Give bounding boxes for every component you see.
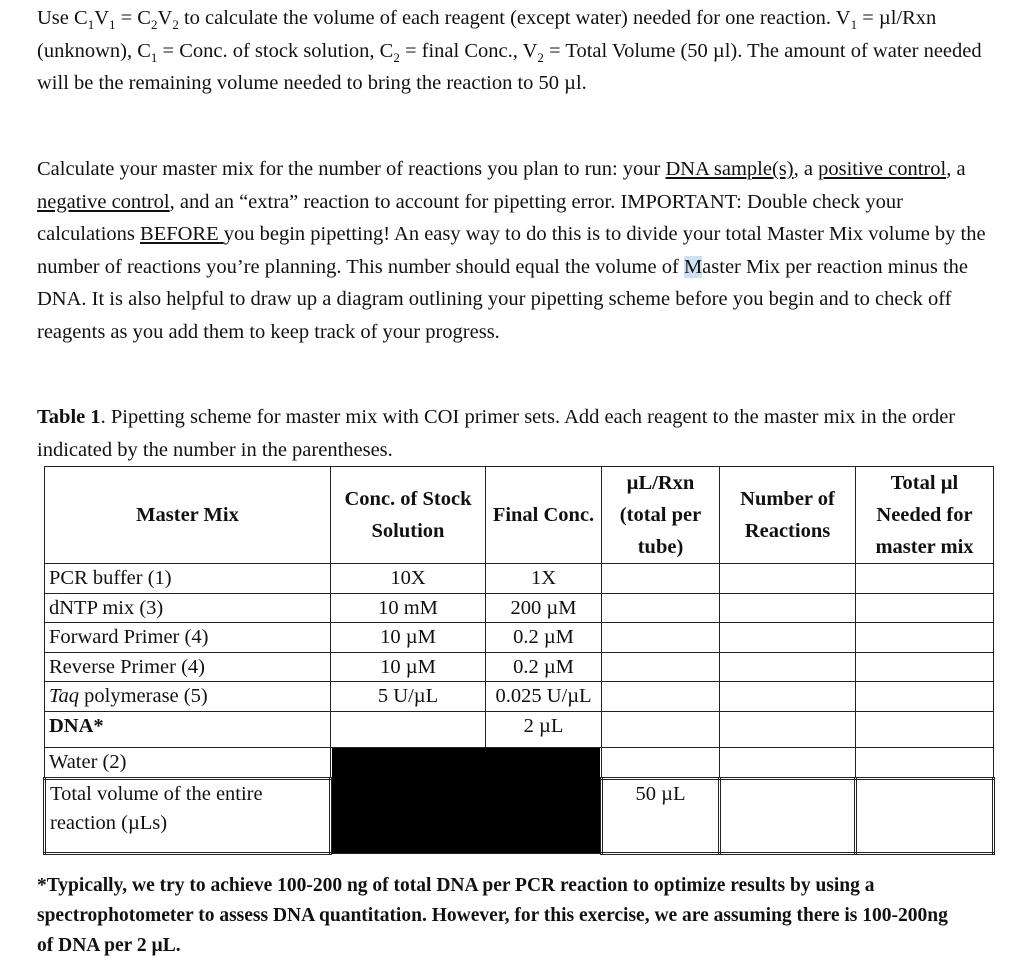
para2-text: , a bbox=[793, 158, 819, 180]
reagent-name bbox=[45, 682, 331, 712]
instructions-paragraph bbox=[37, 2, 987, 100]
reagent-name-rest: polymerase (5) bbox=[79, 685, 208, 707]
final-conc: 0.025 U/µL bbox=[486, 682, 602, 712]
blacked-out-cell bbox=[331, 747, 602, 853]
subscript: 2 bbox=[393, 49, 400, 65]
ul-rxn-cell[interactable] bbox=[602, 623, 720, 653]
ul-rxn-cell[interactable] bbox=[602, 682, 720, 712]
stock-conc: 10 mM bbox=[331, 593, 486, 623]
header-ul-rxn: µL/Rxn (total per tube) bbox=[602, 467, 720, 564]
num-reactions-cell[interactable] bbox=[720, 747, 856, 778]
header-num-reactions: Number of Reactions bbox=[720, 467, 856, 564]
ul-rxn-cell[interactable] bbox=[602, 652, 720, 682]
table-row bbox=[45, 652, 994, 682]
ul-rxn-cell[interactable] bbox=[602, 711, 720, 747]
highlighted-letter: M bbox=[683, 255, 703, 278]
table-caption bbox=[37, 401, 987, 466]
table-row bbox=[45, 593, 994, 623]
total-ul-rxn: 50 µL bbox=[602, 778, 720, 853]
stock-conc: 5 U/µL bbox=[331, 682, 486, 712]
num-reactions-cell[interactable] bbox=[720, 652, 856, 682]
reagent-name: Forward Primer (4) bbox=[45, 623, 331, 653]
total-ul-cell[interactable] bbox=[856, 593, 994, 623]
master-mix-paragraph bbox=[37, 153, 987, 348]
table-header-row bbox=[45, 467, 994, 564]
final-conc: 0.2 µM bbox=[486, 623, 602, 653]
subscript: 1 bbox=[150, 49, 158, 65]
para1-text: = µl/Rxn (unknown), C bbox=[37, 7, 937, 62]
para1-text: = Conc. of stock solution, C bbox=[157, 39, 394, 62]
underlined-negative-control: negative control bbox=[37, 190, 170, 213]
para1-text: = C bbox=[115, 7, 151, 29]
final-conc: 1X bbox=[486, 564, 602, 594]
total-ul-cell[interactable] bbox=[856, 564, 994, 594]
header-conc-stock: Conc. of Stock Solution bbox=[331, 467, 486, 564]
final-conc: 2 µL bbox=[486, 711, 602, 747]
subscript: 2 bbox=[537, 49, 544, 65]
total-volume-label: Total volume of the entire reaction (µLs) bbox=[45, 778, 331, 853]
para1-text: V bbox=[157, 7, 173, 29]
total-ul-cell[interactable] bbox=[856, 682, 994, 712]
stock-conc bbox=[331, 711, 486, 747]
reagent-name-italic: Taq bbox=[49, 685, 80, 707]
subscript: 2 bbox=[172, 17, 179, 33]
ul-rxn-cell[interactable] bbox=[602, 593, 720, 623]
para2-text: , and an “extra” reaction to account for pipetting error. IMPORTANT: Double check your calculations bbox=[37, 190, 903, 245]
header-total-ul: Total µl Needed for master mix bbox=[856, 467, 994, 564]
master-mix-table bbox=[43, 466, 995, 855]
reagent-name: dNTP mix (3) bbox=[45, 593, 331, 623]
para2-text: aster Mix per reaction minus the DNA. It is also helpful to draw up a diagram outlining your pipetting scheme before you begin and to check off reagents as you add them to keep track of your progress. bbox=[37, 255, 969, 343]
ul-rxn-cell[interactable] bbox=[602, 747, 720, 778]
para1-text: V bbox=[94, 7, 109, 29]
num-reactions-cell[interactable] bbox=[720, 564, 856, 594]
para1-text: Use C bbox=[37, 7, 88, 29]
para1-text: = Total Volume (50 µl). The amount of water needed will be the remaining volume needed to bring the reaction to 50 µl. bbox=[37, 39, 982, 94]
table-caption-label: Table 1 bbox=[37, 406, 101, 428]
total-ul-cell[interactable] bbox=[856, 623, 994, 653]
header-final-conc: Final Conc. bbox=[486, 467, 602, 564]
para2-text: , a bbox=[946, 158, 966, 180]
num-reactions-cell[interactable] bbox=[720, 682, 856, 712]
underlined-dna-sample: DNA sample(s) bbox=[665, 158, 794, 180]
num-reactions-cell[interactable] bbox=[720, 778, 856, 853]
num-reactions-cell[interactable] bbox=[720, 623, 856, 653]
reagent-name: Reverse Primer (4) bbox=[45, 652, 331, 682]
num-reactions-cell[interactable] bbox=[720, 711, 856, 747]
subscript: 1 bbox=[87, 17, 95, 33]
reagent-name: DNA* bbox=[45, 711, 331, 747]
table-row bbox=[45, 564, 994, 594]
subscript: 1 bbox=[109, 17, 116, 33]
reagent-name: Water (2) bbox=[45, 747, 331, 778]
final-conc: 0.2 µM bbox=[486, 652, 602, 682]
final-conc: 200 µM bbox=[486, 593, 602, 623]
header-master-mix: Master Mix bbox=[45, 467, 331, 564]
para1-text: to calculate the volume of each reagent (except water) needed for one reaction. V bbox=[178, 7, 851, 29]
table-row bbox=[45, 623, 994, 653]
stock-conc: 10 µM bbox=[331, 623, 486, 653]
total-ul-cell[interactable] bbox=[856, 711, 994, 747]
stock-conc: 10X bbox=[331, 564, 486, 594]
reagent-name: PCR buffer (1) bbox=[45, 564, 331, 594]
footnote: *Typically, we try to achieve 100-200 ng of total DNA per PCR reaction to optimize results by using a spectrophotometer to assess DNA quantitation. However, for this exercise, we are assuming there is 100-200ng of DNA per 2 µL. bbox=[37, 875, 948, 956]
para2-text: you begin pipetting! An easy way to do this is to divide your total Master Mix volume by the number of reactions you’re planning. This number should equal the volume of bbox=[37, 223, 986, 278]
table-row bbox=[45, 682, 994, 712]
table-caption-text: . Pipetting scheme for master mix with COI primer sets. Add each reagent to the master mix in the order indicated by the number in the parentheses. bbox=[37, 406, 956, 461]
table-row-dna bbox=[45, 711, 994, 747]
para2-text: Calculate your master mix for the number of reactions you plan to run: your bbox=[37, 158, 666, 180]
para1-text: = final Conc., V bbox=[399, 39, 538, 62]
subscript: 1 bbox=[850, 17, 858, 33]
stock-conc: 10 µM bbox=[331, 652, 486, 682]
subscript: 2 bbox=[151, 17, 158, 33]
total-ul-cell[interactable] bbox=[856, 747, 994, 778]
table-row-water bbox=[45, 747, 994, 778]
total-ul-cell[interactable] bbox=[856, 778, 994, 853]
ul-rxn-cell[interactable] bbox=[602, 564, 720, 594]
num-reactions-cell[interactable] bbox=[720, 593, 856, 623]
total-ul-cell[interactable] bbox=[856, 652, 994, 682]
underlined-positive-control: positive control bbox=[818, 158, 947, 180]
underlined-before: BEFORE bbox=[140, 223, 224, 245]
